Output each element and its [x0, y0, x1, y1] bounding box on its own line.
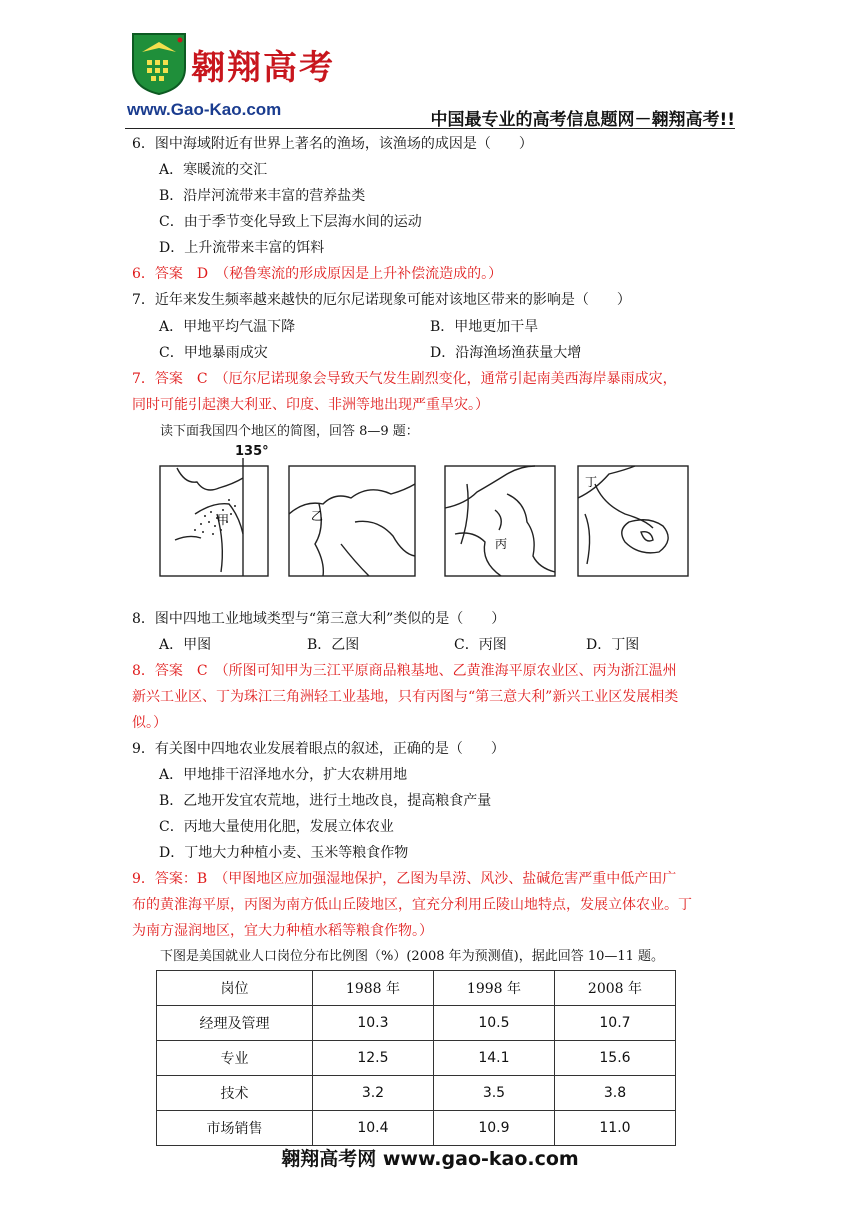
table-cell: 12.5 [312, 1041, 433, 1076]
map-label-135: 135° [235, 444, 269, 459]
answer-8-line2: 新兴工业区、丁为珠江三角洲轻工业基地，只有丙图与“第三意大利”新兴工业区发展相类 [132, 689, 679, 705]
map-yi-frame [289, 466, 415, 576]
site-header [125, 30, 735, 128]
table-header-cell: 2008 年 [554, 971, 675, 1006]
table-header-cell: 1998 年 [433, 971, 554, 1006]
table-cell: 10.5 [433, 1006, 554, 1041]
table-header-cell: 岗位 [157, 971, 313, 1006]
map-ding-label: 丁 [585, 475, 598, 489]
q6-option-d: D．上升流带来丰富的饵料 [159, 240, 325, 256]
map-jia-label: 甲 [217, 513, 230, 527]
intro-8-9: 读下面我国四个地区的简图，回答 8—9 题： [160, 424, 419, 439]
table-cell: 3.2 [312, 1076, 433, 1111]
header-divider [125, 128, 735, 129]
table-row [157, 1041, 676, 1076]
table-header-cell: 1988 年 [312, 971, 433, 1006]
answer-9-line2: 布的黄淮海平原，丙图为南方低山丘陵地区，宜充分利用丘陵山地特点，发展立体农业。丁 [132, 897, 692, 913]
logo-shield-icon [130, 30, 188, 96]
table-cell: 专业 [157, 1041, 313, 1076]
question-7: 7．近年来发生频率越来越快的厄尔尼诺现象可能对该地区带来的影响是（ ） [132, 292, 631, 308]
q6-option-b: B．沿岸河流带来丰富的营养盐类 [159, 188, 366, 204]
q6-option-a: A．寒暖流的交汇 [159, 162, 268, 178]
map-bing-frame [445, 466, 555, 576]
answer-8-line1: 8．答案 C （所图可知甲为三江平原商品粮基地、乙黄淮海平原农业区、丙为浙江温州 [132, 663, 677, 679]
question-8: 8．图中四地工业地域类型与“第三意大利”类似的是（ ） [132, 611, 506, 627]
table-row [157, 1111, 676, 1146]
logo-url[interactable]: www.Gao-Kao.com [127, 100, 282, 119]
q7-option-d: D．沿海渔场渔获量大增 [430, 345, 582, 361]
q8-option-a: A．甲图 [159, 637, 212, 653]
q9-option-b: B．乙地开发宜农荒地，进行土地改良，提高粮食产量 [159, 793, 492, 809]
header-slogan: 中国最专业的高考信息题网－翱翔高考!! [430, 110, 735, 130]
table-cell: 14.1 [433, 1041, 554, 1076]
region-sketch-maps [155, 444, 715, 584]
table-cell: 3.8 [554, 1076, 675, 1111]
question-6: 6．图中海域附近有世界上著名的渔场，该渔场的成因是（ ） [132, 136, 533, 152]
intro-10-11: 下图是美国就业人口岗位分布比例图（%）(2008 年为预测值)，据此回答 10—11 题。 [160, 949, 665, 964]
q8-option-d: D．丁图 [586, 637, 640, 653]
q6-option-c: C．由于季节变化导致上下层海水间的运动 [159, 214, 422, 230]
map-yi-label: 乙 [311, 509, 324, 523]
table-cell: 10.4 [312, 1111, 433, 1146]
table-cell: 技术 [157, 1076, 313, 1111]
table-cell: 11.0 [554, 1111, 675, 1146]
employment-table [156, 970, 676, 1146]
answer-8-line3: 似。） [132, 715, 167, 731]
table-cell: 3.5 [433, 1076, 554, 1111]
table-cell: 经理及管理 [157, 1006, 313, 1041]
table-header-row [157, 971, 676, 1006]
answer-6: 6．答案 D （秘鲁寒流的形成原因是上升补偿流造成的。） [132, 266, 503, 282]
q9-option-a: A．甲地排干沼泽地水分，扩大农耕用地 [159, 767, 408, 783]
logo-text: 翱翔高考 [191, 48, 335, 88]
table-cell: 市场销售 [157, 1111, 313, 1146]
q9-option-c: C．丙地大量使用化肥，发展立体农业 [159, 819, 394, 835]
answer-9-line3: 为南方湿润地区，宜大力种植水稻等粮食作物。） [132, 923, 433, 939]
q8-option-c: C．丙图 [454, 637, 507, 653]
question-9: 9．有关图中四地农业发展着眼点的叙述，正确的是（ ） [132, 741, 505, 757]
answer-9-line1: 9．答案：B （甲图地区应加强湿地保护，乙图为旱涝、风沙、盐碱危害严重中低产田广 [132, 871, 677, 887]
q7-option-c: C．甲地暴雨成灾 [159, 345, 268, 361]
answer-7-line2: 同时可能引起澳大利亚、印度、非洲等地出现严重旱灾。） [132, 397, 489, 413]
q7-option-b: B．甲地更加干旱 [430, 319, 539, 335]
table-cell: 10.9 [433, 1111, 554, 1146]
table-row [157, 1006, 676, 1041]
page-footer: 翱翔高考网 www.gao-kao.com [281, 1148, 579, 1170]
q9-option-d: D．丁地大力种植小麦、玉米等粮食作物 [159, 845, 409, 861]
table-cell: 10.3 [312, 1006, 433, 1041]
q8-option-b: B．乙图 [307, 637, 360, 653]
map-jia-frame [160, 466, 268, 576]
table-cell: 15.6 [554, 1041, 675, 1076]
map-bing-label: 丙 [495, 537, 508, 551]
answer-7-line1: 7．答案 C （厄尔尼诺现象会导致天气发生剧烈变化，通常引起南美西海岸暴雨成灾， [132, 371, 677, 387]
table-row [157, 1076, 676, 1111]
maps-svg [155, 444, 715, 584]
table-cell: 10.7 [554, 1006, 675, 1041]
q7-option-a: A．甲地平均气温下降 [159, 319, 296, 335]
